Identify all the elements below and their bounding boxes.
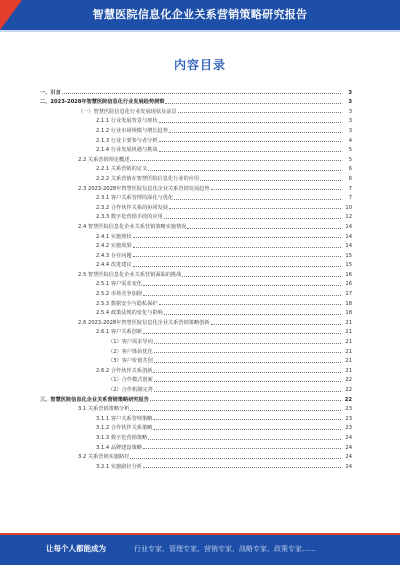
toc-entry-text: 3.1.3 数字化营销策略 [96, 434, 148, 441]
toc-entry-text: 3.1 关系营销策略分析 [78, 406, 130, 413]
toc-entry[interactable] [40, 441, 352, 451]
toc-entry[interactable] [40, 192, 352, 202]
toc-entry[interactable] [40, 211, 352, 221]
toc-entry[interactable] [40, 153, 352, 163]
toc-entry[interactable] [40, 259, 352, 269]
toc-entry[interactable] [40, 96, 352, 106]
toc-dot-leader [159, 151, 341, 152]
toc-dot-leader [169, 132, 341, 133]
toc-dot-leader [169, 208, 341, 209]
toc-entry[interactable] [40, 182, 352, 192]
toc-entry-text: 2.4.4 改进建议 [96, 262, 132, 269]
toc-entry-text: （2）合作机制完善 [108, 387, 153, 393]
toc-dot-leader [153, 372, 341, 373]
toc-entry-text: 2.3.3 数字化营销手段的应用 [96, 214, 163, 221]
toc-dot-leader [130, 160, 341, 161]
toc-entry-text: 3.1.4 品牌建设策略 [96, 444, 142, 451]
toc-entry-text: 三、智慧医院信息化企业关系营销策略研究报告 [40, 396, 149, 403]
toc-entry[interactable] [40, 355, 352, 365]
toc-dot-leader [143, 467, 341, 468]
toc-heading: 内容目录 [173, 58, 226, 72]
toc-page-number: 24 [345, 454, 352, 461]
toc-dot-leader [187, 228, 341, 229]
toc-entry-text: 2.4.3 存在问题 [96, 252, 132, 259]
toc-entry[interactable] [40, 345, 352, 355]
toc-entry[interactable] [40, 201, 352, 211]
toc-entry[interactable] [40, 374, 352, 384]
toc-entry[interactable] [40, 105, 352, 115]
toc-entry-text: 3.1.2 合作伙伴关系策略 [96, 425, 153, 432]
toc-dot-leader [154, 391, 341, 392]
toc-dot-leader [153, 419, 341, 420]
toc-page-number: 3 [348, 89, 352, 96]
toc-entry[interactable] [40, 335, 352, 345]
toc-entry-text: 3.2 关系营销实施路径 [78, 454, 130, 461]
toc-entry-text: 2.1.4 行业发展机遇与挑战 [96, 147, 158, 154]
toc-page-number: 16 [345, 271, 352, 278]
toc-page-number: 21 [345, 358, 352, 365]
toc-entry[interactable] [40, 383, 352, 393]
toc-entry[interactable] [40, 124, 352, 134]
toc-entry-text: （2）客户体验优化 [108, 348, 153, 355]
toc-dot-leader [211, 324, 341, 325]
toc-page-number: 15 [345, 252, 352, 259]
toc-dot-leader [164, 314, 341, 315]
toc-entry-text: 2.2.2 关系营销在智慧医院信息化行业的应用 [96, 175, 200, 182]
toc-entry[interactable] [40, 297, 352, 307]
toc-page-number: 21 [345, 319, 352, 326]
footer-expert-list: 行业专家、管理专家、营销专家、战略专家、政策专家…… [134, 545, 316, 553]
toc-entry[interactable] [40, 403, 352, 413]
toc-entry-text: 二、2023-2028年智慧医院信息化行业发展趋势洞察 [40, 99, 165, 106]
toc-page-number: 12 [345, 214, 352, 221]
toc-entry[interactable] [40, 460, 352, 470]
toc-entry-text: 2.5.2 市场竞争加剧 [96, 291, 142, 298]
toc-page-number: 4 [348, 137, 352, 144]
toc-entry[interactable] [40, 422, 352, 432]
toc-page-number: 18 [345, 300, 352, 307]
toc-entry-text: 2.6 2023-2028年智慧医院信息化企业关系营销策略创新 [78, 319, 210, 326]
toc-dot-leader [165, 103, 341, 104]
toc-dot-leader [164, 218, 341, 219]
toc-page-number: 22 [345, 377, 352, 384]
toc-entry[interactable] [40, 86, 352, 96]
toc-dot-leader [130, 410, 341, 411]
toc-entry[interactable] [40, 220, 352, 230]
toc-entry-text: 2.6.2 合作伙伴关系创新 [96, 367, 153, 374]
toc-page-number: 7 [348, 195, 352, 202]
toc-page-number: 6 [348, 166, 352, 173]
toc-entry[interactable] [40, 364, 352, 374]
toc-entry[interactable] [40, 412, 352, 422]
toc-entry-text: 3.2.1 实施路径分析 [96, 463, 142, 470]
toc-entry[interactable] [40, 287, 352, 297]
toc-entry-text: （1）合作模式创新 [108, 377, 153, 384]
toc-page-number: 24 [345, 444, 352, 451]
toc-page-number: 3 [348, 118, 352, 125]
toc-entry-text: 2.1.3 行业主要参与者分析 [96, 137, 158, 144]
toc-dot-leader [200, 180, 341, 181]
toc-entry-text: （一）智慧医院信息化行业发展现状及前景 [78, 108, 177, 115]
toc-page-number: 23 [345, 425, 352, 432]
toc-page-number: 17 [345, 291, 352, 298]
toc-entry[interactable] [40, 431, 352, 441]
toc-page-number: 24 [345, 434, 352, 441]
toc-entry-text: 2.3.1 客户关系管理的深化与优化 [96, 195, 174, 202]
toc-page-number: 3 [348, 127, 352, 134]
toc-page-number: 21 [345, 348, 352, 355]
toc-page-number: 5 [348, 156, 352, 163]
toc-dot-leader [154, 381, 341, 382]
toc-page-number: 3 [348, 108, 352, 115]
toc-dot-leader [154, 343, 341, 344]
toc-dot-leader [182, 276, 341, 277]
toc-dot-leader [133, 237, 341, 238]
toc-page-number: 23 [345, 415, 352, 422]
toc-dot-leader [62, 93, 341, 94]
toc-dot-leader [159, 141, 341, 142]
toc-dot-leader [133, 266, 341, 267]
toc-dot-leader [148, 170, 341, 171]
toc-entry-text: 2.1.1 行业发展背景与现状 [96, 118, 158, 125]
toc-dot-leader [174, 199, 341, 200]
toc-entry[interactable] [40, 451, 352, 461]
toc-dot-leader [159, 304, 341, 305]
toc-entry[interactable] [40, 115, 352, 125]
toc-entry-text: 2.5.3 数据安全与隐私保护 [96, 300, 158, 307]
page-header [0, 0, 400, 30]
toc-entry-text: 2.3 2023-2028年智慧医院信息化企业关系营销发展趋势 [78, 185, 210, 192]
toc-entry[interactable] [40, 316, 352, 326]
toc-entry[interactable] [40, 278, 352, 288]
table-of-contents [40, 86, 352, 470]
toc-dot-leader [154, 352, 341, 353]
toc-entry[interactable] [40, 172, 352, 182]
toc-dot-leader [143, 285, 341, 286]
header-divider [0, 30, 400, 32]
toc-dot-leader [130, 458, 341, 459]
toc-dot-leader [148, 439, 341, 440]
toc-entry-text: 2.4.1 实施现状 [96, 233, 132, 240]
footer-slogan: 让每个人都能成为 [46, 544, 106, 553]
toc-page-number: 16 [345, 281, 352, 288]
toc-entry-text: 2.5 智慧医院信息化企业关系营销面临的挑战 [78, 271, 182, 278]
toc-page-number: 14 [345, 223, 352, 230]
toc-entry-text: 2.4.2 实施效果 [96, 243, 132, 250]
toc-entry-text: 2.6.1 客户关系创新 [96, 329, 142, 336]
toc-entry[interactable] [40, 163, 352, 173]
toc-entry[interactable] [40, 240, 352, 250]
toc-page-number: 14 [345, 243, 352, 250]
toc-dot-leader [154, 362, 341, 363]
toc-dot-leader [211, 189, 341, 190]
toc-entry-text: 2.5.4 政策法规的变化与影响 [96, 310, 163, 317]
toc-entry[interactable] [40, 134, 352, 144]
toc-entry[interactable] [40, 230, 352, 240]
toc-entry-text: （3）客户价值共创 [108, 358, 153, 365]
toc-entry-text: 3.1.1 客户关系管理策略 [96, 415, 153, 422]
toc-entry[interactable] [40, 268, 352, 278]
toc-page-number: 22 [345, 387, 352, 393]
toc-entry-text: 2.3.2 合作伙伴关系的协同发展 [96, 204, 168, 211]
toc-entry[interactable] [40, 326, 352, 336]
toc-dot-leader [153, 429, 341, 430]
toc-page-number: 6 [348, 175, 352, 182]
toc-dot-leader [150, 400, 341, 401]
toc-entry[interactable] [40, 144, 352, 154]
page-footer [0, 533, 400, 565]
toc-dot-leader [133, 247, 341, 248]
toc-page-number: 10 [345, 204, 352, 211]
toc-page-number: 7 [348, 185, 352, 192]
toc-entry-text: 2.1.2 行业市场规模与增长趋势 [96, 127, 168, 134]
toc-entry-text: 一、引言 [40, 89, 61, 96]
toc-entry-text: 2.5.1 客户需求变化 [96, 281, 142, 288]
toc-page-number: 14 [345, 233, 352, 240]
toc-entry-text: （1）客户需求导向 [108, 339, 153, 346]
toc-page-number: 3 [348, 99, 352, 106]
toc-dot-leader [143, 333, 341, 334]
toc-page-number: 18 [345, 310, 352, 317]
toc-dot-leader [143, 448, 341, 449]
toc-page-number: 24 [345, 463, 352, 470]
toc-page-number: 15 [345, 262, 352, 269]
toc-entry-text: 2.2 关系营销理论概述 [78, 156, 130, 163]
toc-dot-leader [178, 112, 341, 113]
toc-entry-text: 2.4 智慧医院信息化企业关系营销策略实施情况 [78, 223, 187, 230]
toc-dot-leader [159, 122, 341, 123]
toc-entry[interactable] [40, 249, 352, 259]
toc-page-number: 23 [345, 406, 352, 413]
toc-dot-leader [143, 295, 341, 296]
toc-page-number: 21 [345, 367, 352, 374]
toc-page-number: 22 [344, 396, 352, 403]
toc-entry[interactable] [40, 307, 352, 317]
report-title: 智慧医院信息化企业关系营销策略研究报告 [92, 8, 308, 21]
toc-page-number: 21 [345, 339, 352, 346]
toc-entry-text: 2.2.1 关系营销的定义 [96, 166, 148, 173]
toc-page-number: 5 [348, 147, 352, 154]
toc-entry[interactable] [40, 393, 352, 403]
toc-page-number: 21 [345, 329, 352, 336]
toc-dot-leader [133, 256, 341, 257]
